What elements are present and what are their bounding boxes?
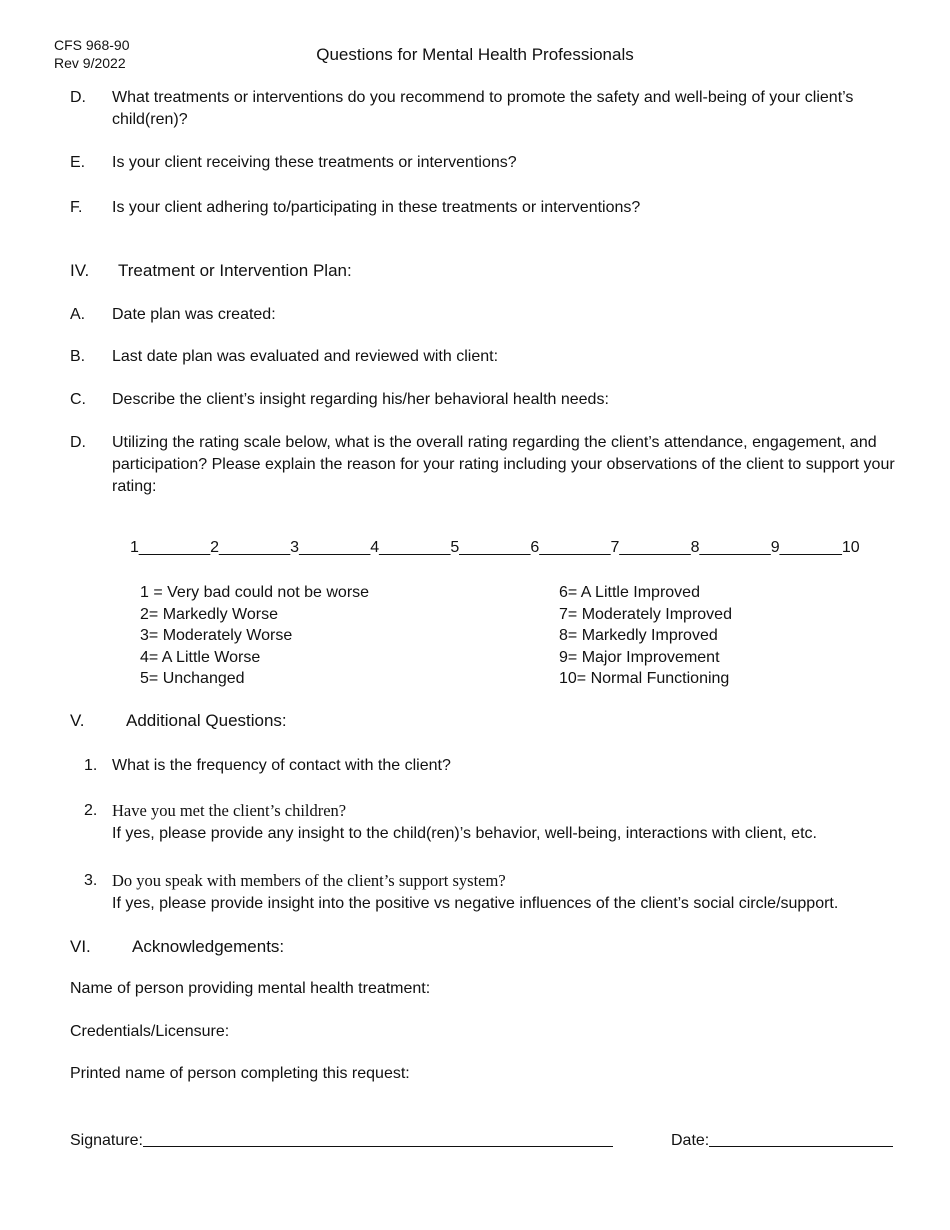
legend-entry: 10= Normal Functioning — [559, 670, 730, 687]
item-subtext: If yes, please provide insight into the positive vs negative influences of the client’s social circle/support. — [112, 895, 839, 912]
item-letter: F. — [70, 199, 83, 216]
section-iv-heading — [70, 261, 352, 281]
question-f-adhering — [70, 197, 900, 219]
item-question: Do you speak with members of the client’s support system? — [112, 871, 506, 890]
item-letter: D. — [70, 434, 86, 451]
legend-entry: 8= Markedly Improved — [559, 627, 718, 644]
page-title: Questions for Mental Health Professionals — [316, 45, 634, 64]
question-b-last-reviewed — [70, 346, 900, 368]
item-letter: D. — [70, 89, 86, 106]
item-text: Is your client receiving these treatments or interventions? — [112, 154, 517, 171]
item-number: 2. — [84, 802, 98, 819]
legend-entry: 5= Unchanged — [140, 670, 245, 687]
item-text: Utilizing the rating scale below, what is the overall rating regarding the client’s attendance, engagement, and participation? Please explain the reason for your rating including your observations of the client to support your rating: — [112, 434, 895, 495]
question-e-receiving — [70, 152, 900, 174]
section-number: V. — [70, 711, 85, 730]
field-printed-name-label: Printed name of person completing this request: — [70, 1065, 410, 1082]
item-text: Describe the client’s insight regarding his/her behavioral health needs: — [112, 391, 609, 408]
question-d-rating — [70, 432, 900, 498]
legend-entry: 9= Major Improvement — [559, 648, 720, 666]
field-credentials-label: Credentials/Licensure: — [70, 1023, 230, 1040]
section-v-heading — [70, 711, 287, 731]
legend-entry: 2= Markedly Worse — [140, 605, 278, 623]
question-c-client-insight — [70, 389, 900, 411]
date-label: Date: — [671, 1132, 710, 1149]
question-d-recommendations — [70, 87, 900, 131]
legend-entry: 4= A Little Worse — [140, 648, 261, 666]
item-letter: A. — [70, 306, 86, 323]
item-letter: E. — [70, 154, 86, 171]
rating-scale-line: 1________2________3________4________5________6________7________8________9_______10 — [130, 539, 860, 556]
item-question: Have you met the client’s children? — [112, 801, 347, 820]
question-3-support-system — [84, 869, 914, 915]
rating-legend-left — [140, 582, 369, 690]
question-2-children — [84, 799, 914, 845]
item-text: Is your client adhering to/participating in these treatments or interventions? — [112, 199, 641, 216]
section-vi-heading — [70, 937, 284, 957]
rating-legend-right — [559, 582, 732, 690]
question-1-frequency — [84, 754, 914, 777]
legend-entry: 7= Moderately Improved — [559, 605, 732, 623]
date-line[interactable] — [709, 1130, 893, 1147]
question-a-date-created — [70, 304, 900, 326]
section-number: IV. — [70, 261, 90, 280]
signature-label: Signature: — [70, 1132, 143, 1149]
item-subtext: If yes, please provide any insight to the child(ren)’s behavior, well-being, interactions with client, etc. — [112, 825, 817, 842]
section-title: Additional Questions: — [126, 711, 287, 730]
section-title: Treatment or Intervention Plan: — [118, 261, 352, 280]
legend-entry: 1 = Very bad could not be worse — [140, 584, 370, 601]
field-provider-name-label: Name of person providing mental health treatment: — [70, 980, 431, 997]
section-title: Acknowledgements: — [132, 937, 285, 956]
item-number: 3. — [84, 872, 98, 889]
item-letter: C. — [70, 391, 86, 408]
item-text: Date plan was created: — [112, 306, 276, 323]
form-number: CFS 968-90 — [54, 37, 130, 53]
legend-entry: 6= A Little Improved — [559, 584, 700, 601]
item-text: Last date plan was evaluated and reviewed with client: — [112, 348, 499, 365]
signature-field[interactable] — [70, 1130, 613, 1150]
item-text: What treatments or interventions do you recommend to promote the safety and well-being of your client’s child(ren)? — [112, 89, 854, 128]
date-field[interactable] — [671, 1130, 893, 1150]
item-number: 1. — [84, 757, 98, 774]
signature-line[interactable] — [143, 1130, 613, 1147]
legend-entry: 3= Moderately Worse — [140, 627, 293, 644]
form-revision: Rev 9/2022 — [54, 55, 126, 71]
item-letter: B. — [70, 348, 86, 365]
section-number: VI. — [70, 937, 91, 956]
item-question: What is the frequency of contact with the client? — [112, 757, 451, 774]
